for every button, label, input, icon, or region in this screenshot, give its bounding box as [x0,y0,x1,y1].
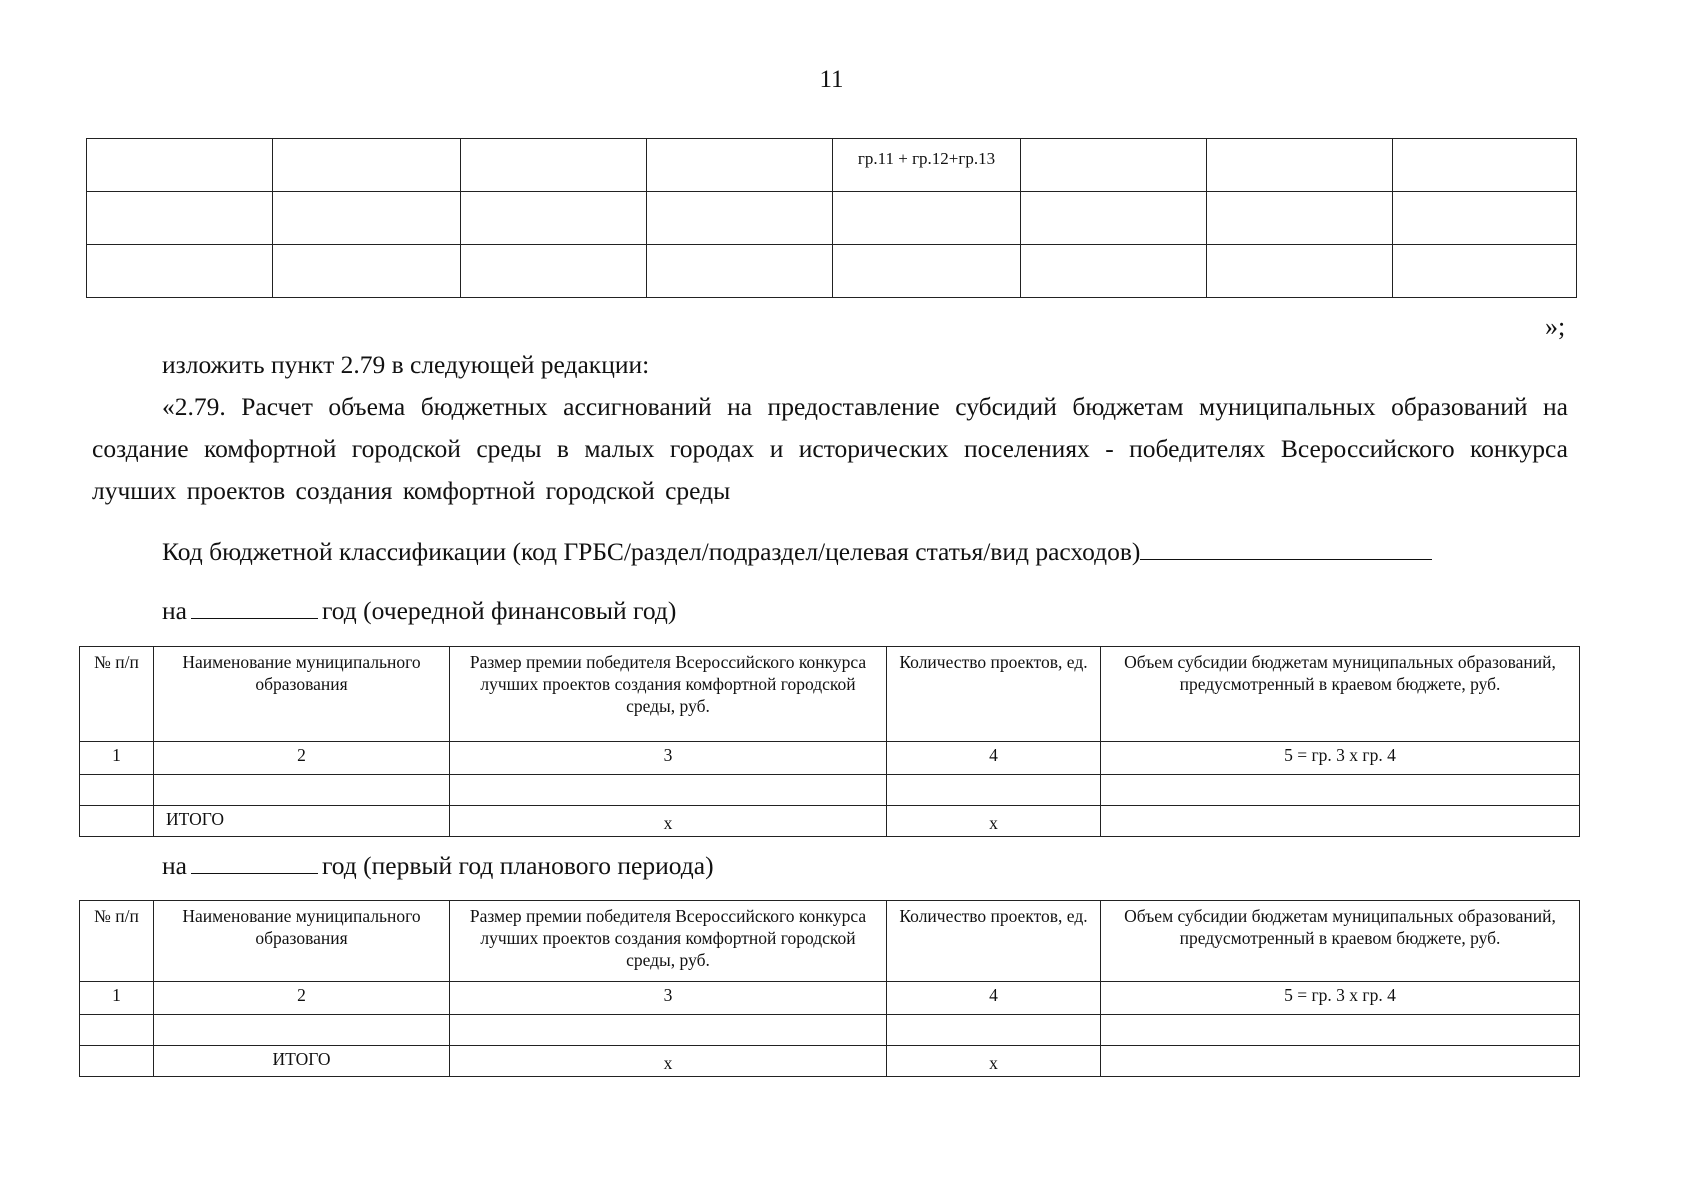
header-cell: Размер премии победителя Всероссийского конкурса лучших проектов создания комфортной городской среды, руб. [450,647,887,742]
header-cell: Количество проектов, ед. [887,647,1101,742]
year-blank [191,851,318,874]
budget-code-line: Код бюджетной классификации (код ГРБС/раздел/подраздел/целевая статья/вид расходов) [162,531,1432,573]
header-cell: № п/п [80,647,154,742]
table-row: 1 2 3 4 5 = гр. 3 х гр. 4 [80,742,1580,775]
header-cell: Количество проектов, ед. [887,901,1101,982]
year-line-planning: на год (первый год планового периода) [162,851,714,880]
subsidy-table-first-planning-year [79,900,1580,1077]
instruction-paragraph: изложить пункт 2.79 в следующей редакции: [162,350,650,379]
header-cell: Наименование муниципального образования [154,901,450,982]
header-cell: Наименование муниципального образования [154,647,450,742]
table-row [80,1015,1580,1046]
year-blank [191,596,318,619]
table-header-row [80,901,1580,982]
subsidy-table-current-year [79,646,1580,837]
header-cell: Размер премии победителя Всероссийского конкурса лучших проектов создания комфортной городской среды, руб. [450,901,887,982]
header-cell: Объем субсидии бюджетам муниципальных образований, предусмотренный в краевом бюджете, руб. [1101,647,1580,742]
table-row: 1 2 3 4 5 = гр. 3 х гр. 4 [80,982,1580,1015]
total-label: ИТОГО [154,806,450,837]
total-label: ИТОГО [154,1046,450,1077]
total-row: ИТОГО х х [80,806,1580,837]
table-row [80,775,1580,806]
table-row [87,245,1577,298]
header-cell: Объем субсидии бюджетам муниципальных образований, предусмотренный в краевом бюджете, руб. [1101,901,1580,982]
closing-quote: »; [1545,312,1566,341]
continued-table [86,138,1577,298]
table-header-row [80,647,1580,742]
page-number: 11 [819,66,844,93]
year-line-current: на год (очередной финансовый год) [162,596,677,625]
total-row: ИТОГО х х [80,1046,1580,1077]
table-row [87,139,1577,192]
header-cell: № п/п [80,901,154,982]
formula-cell: гр.11 + гр.12+гр.13 [833,139,1021,192]
clause-paragraph: «2.79. Расчет объема бюджетных ассигнований на предоставление субсидий бюджетам муниципальных образований на создание комфортной городской среды в малых городах и исторических поселениях - победителях Всероссийского конкурса лучших проектов создания комфортной городской среды [92,392,1568,505]
budget-code-blank [1140,535,1432,560]
table-row [87,192,1577,245]
